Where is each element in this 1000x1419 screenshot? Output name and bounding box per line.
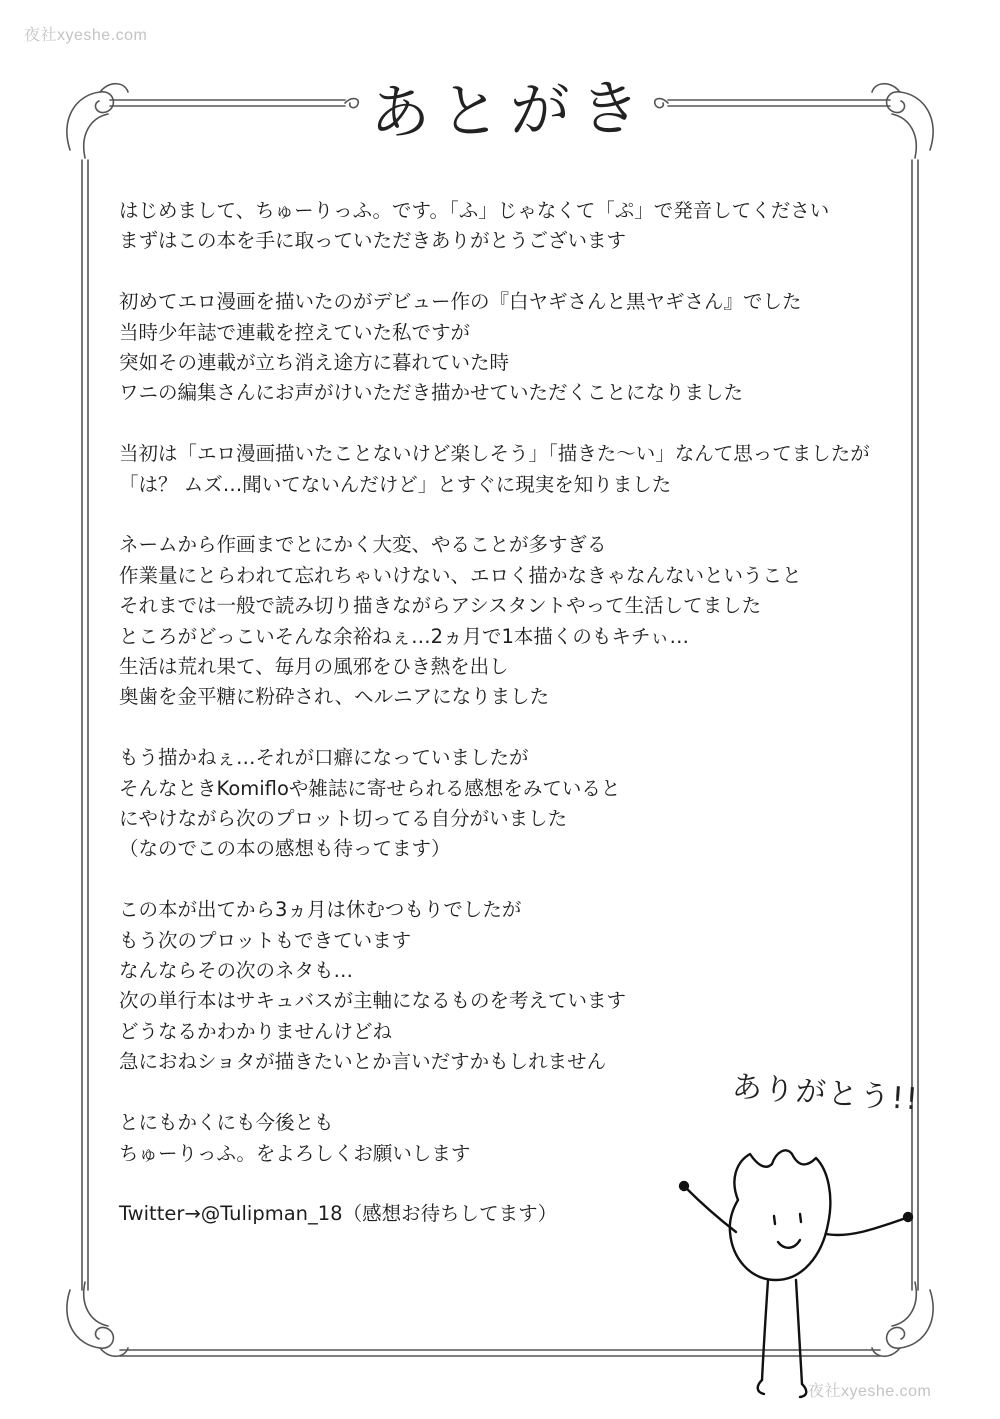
text-line: 当初は「エロ漫画描いたことないけど楽しそう」「描きた〜い」なんて思ってましたが — [119, 442, 870, 466]
text-line: ワニの編集さんにお声がけいただき描かせていただくことになりました — [119, 381, 744, 405]
text-line: 「は？ ムズ…聞いてないんだけど」とすぐに現実を知りました — [119, 472, 672, 496]
text-line: にやけながら次のプロット切ってる自分がいました — [119, 807, 568, 831]
text-line: ところがどっこいそんな余裕ねぇ…2ヵ月で1本描くのもキチぃ… — [119, 624, 690, 648]
paragraph — [119, 196, 899, 257]
paragraph — [119, 895, 899, 1077]
text-line: 突如その連載が立ち消え途方に暮れていた時 — [119, 351, 510, 375]
text-line: はじめまして、ちゅーりっふ。です。「ふ」じゃなくて「ぷ」で発音してください — [119, 199, 830, 222]
text-line: まずはこの本を手に取っていただきありがとうございます — [119, 229, 627, 253]
text-line: 当時少年誌で連載を控えていた私ですが — [119, 320, 471, 344]
text-line: （なのでこの本の感想も待ってます） — [119, 837, 451, 861]
text-line: もう描かねぇ…それが口癖になっていましたが — [119, 746, 529, 770]
watermark-top: 夜社xyeshe.com — [24, 27, 148, 44]
paragraph — [119, 743, 899, 865]
text-line: ネームから作画までとにかく大変、やることが多すぎる — [119, 533, 607, 557]
text-line: それまでは一般で読み切り描きながらアシスタントやって生活してました — [119, 594, 762, 618]
text-line: 奥歯を金平糖に粉砕され、ヘルニアになりました — [119, 685, 550, 709]
paragraph — [119, 287, 899, 409]
text-line: 作業量にとらわれて忘れちゃいけない、エロく描かなきゃなんないということ — [119, 563, 802, 587]
handwritten-thanks: ありがとう!! — [730, 1069, 921, 1118]
text-line: 急におねショタが描きたいとか言いだすかもしれません — [119, 1050, 607, 1074]
text-line: そんなときKomifloや雑誌に寄せられる感想をみていると — [119, 776, 621, 800]
page-title: あとがき — [369, 73, 651, 149]
watermark-bottom: 夜社xyeshe.com — [808, 1383, 932, 1400]
paragraph — [119, 530, 899, 712]
text-line: ちゅーりっふ。をよろしくお願いします — [119, 1141, 471, 1165]
text-line: 次の単行本はサキュバスが主軸になるものを考えています — [119, 989, 627, 1013]
text-line: 初めてエロ漫画を描いたのがデビュー作の『白ヤギさんと黒ヤギさん』でした — [119, 290, 802, 314]
tulip-mascot-illustration — [668, 1140, 928, 1402]
text-line: もう次のプロットもできています — [119, 928, 412, 952]
text-line: 生活は荒れ果て、毎月の風邪をひき熱を出し — [119, 655, 509, 679]
text-line: なんならその次のネタも… — [119, 959, 354, 983]
text-line: どうなるかわかりませんけどね — [119, 1019, 393, 1043]
paragraph — [119, 439, 899, 500]
text-line: この本が出てから3ヵ月は休むつもりでしたが — [119, 898, 522, 922]
text-line: Twitter→@Tulipman_18（感想お待ちしてます） — [119, 1202, 558, 1226]
text-line: とにもかくにも今後とも — [119, 1111, 334, 1135]
